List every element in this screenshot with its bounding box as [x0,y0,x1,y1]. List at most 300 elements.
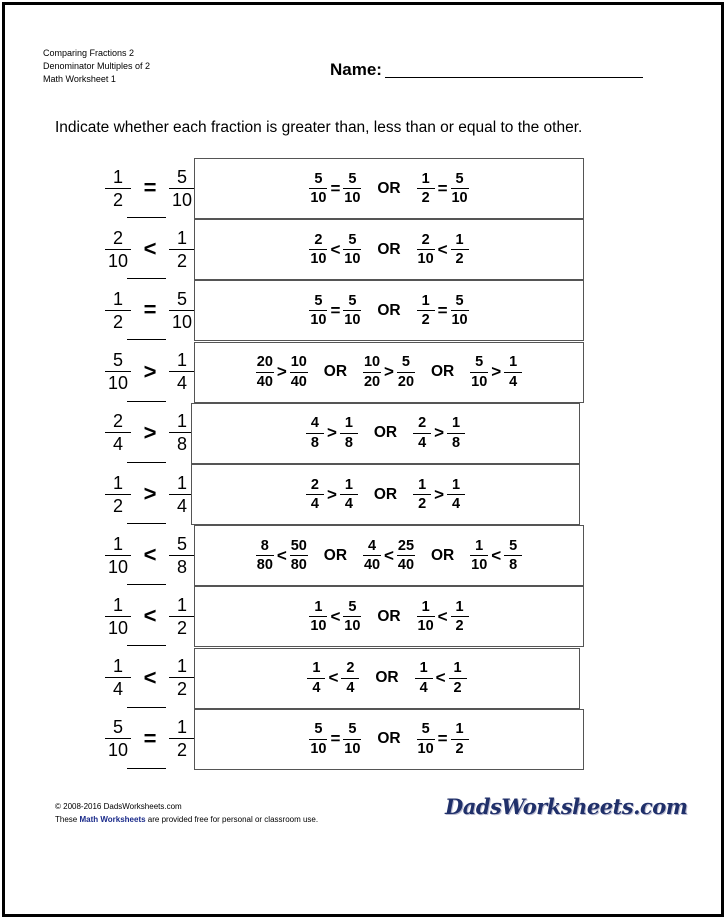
answer-fraction-right [341,172,363,206]
answer-fraction-left-bar [415,678,433,679]
problem-fraction-right-bar [169,310,195,311]
answer-fraction-left-numerator: 1 [421,598,430,615]
or-label: OR [430,363,455,381]
problem-fraction-left-denominator: 10 [107,250,129,271]
answer-fraction-right [449,600,471,634]
answer-fraction-left-numerator: 2 [418,415,427,432]
problem-fraction-right [169,229,195,270]
problem-fraction-left [105,351,131,392]
answer-fraction-right [338,478,360,512]
answer-fraction-right-bar [397,372,415,373]
answer-symbol: < [437,239,448,259]
answer-fraction-left-numerator: 5 [314,721,323,738]
comparison-symbol: > [143,481,157,506]
answer-symbol: > [434,484,445,504]
answer-fraction-right-bar [343,616,361,617]
answer-line[interactable] [127,462,166,463]
comparison-symbol: = [143,725,157,751]
answer-fraction-right-bar [451,188,469,189]
answer-fraction-right-bar [340,433,358,434]
meta-worksheet-number: Math Worksheet 1 [43,74,116,84]
answer-symbol: = [437,300,448,320]
answer-fraction-right-numerator: 25 [397,537,415,554]
problem-fraction-left-bar [105,249,131,250]
or-label: OR [375,669,399,687]
problem-fraction-right-denominator: 2 [176,740,187,761]
answer-fraction-right-bar [451,249,469,250]
answer-symbol: < [435,668,446,688]
answer-fraction-left [305,661,327,695]
answer-line[interactable] [127,645,166,646]
answer-fraction-right-denominator: 40 [397,557,415,574]
problem-fraction-left-bar [105,616,131,617]
answer-fraction-left [307,600,329,634]
problem-fraction-left [105,596,131,637]
answer-fraction-left-numerator: 5 [475,354,484,371]
answer-symbol: > [326,423,337,443]
answer-fraction-right [449,233,471,267]
answer-fraction-left-bar [417,310,435,311]
answer-fraction-left-denominator: 10 [310,312,327,329]
problem-row [5,648,727,709]
problem [105,527,195,583]
answer-box [194,219,584,280]
answer-fraction-left-bar [309,249,327,250]
footer-note [55,813,318,826]
problem [105,405,195,461]
problem-fraction-left-denominator: 4 [112,679,123,700]
answer-fraction-right-numerator: 1 [509,354,518,371]
dadsworksheets-logo: DadsWorksheets.com [445,794,688,819]
answer-fraction-right-bar [290,372,308,373]
answer-line[interactable] [127,401,166,402]
comparison-symbol: < [143,542,157,568]
answer-fraction-left-denominator: 10 [417,740,434,757]
answer-fraction-left-numerator: 1 [314,598,323,615]
answer-fraction-left [411,478,433,512]
problem-fraction-left-numerator: 5 [112,350,123,371]
problem-fraction-right [169,290,195,331]
answer-symbol: > [326,484,337,504]
problem-fraction-right-numerator: 5 [176,166,187,187]
or-label: OR [430,546,455,564]
problem-fraction-left-numerator: 1 [112,533,123,554]
answer-fraction-right-denominator: 10 [451,190,468,206]
answer-fraction-right [341,233,363,267]
answer-line[interactable] [127,523,166,524]
problem-fraction-right-numerator: 1 [176,594,187,615]
answer-fraction-right [341,722,363,756]
or-label: OR [377,179,401,197]
answer-fraction-left-bar [413,433,431,434]
problem [105,650,195,706]
answer-fraction-right-numerator: 1 [453,660,462,677]
problem-row [5,586,727,647]
problem-fraction-left-denominator: 10 [107,617,129,638]
answer-fraction-left-denominator: 10 [417,618,434,635]
problem-fraction-left [105,290,131,331]
answer-fraction-left-bar [417,616,435,617]
problem-fraction-left-bar [105,310,131,311]
answer-fraction-left-denominator: 8 [310,434,319,451]
problem-fraction-right-numerator: 1 [176,472,187,493]
answer-box [191,403,580,464]
answer-fraction-left-bar [256,555,274,556]
instructions: Indicate whether each fraction is greater than, less than or equal to the other. [55,119,583,136]
answer-fraction-right [449,294,471,328]
answer-fraction-left-numerator: 2 [310,476,319,493]
answer-fraction-right-denominator: 4 [344,496,353,512]
answer-fraction-left [411,416,433,450]
answer-fraction-left-numerator: 4 [367,537,377,554]
answer-symbol: < [276,545,287,565]
footer-note-suffix: are provided free for personal or classroom use. [147,815,319,824]
problem-fraction-right-denominator: 10 [171,311,193,332]
or-label: OR [377,607,401,625]
answer-box [191,464,580,525]
answer-fraction-left [254,539,276,573]
answer-fraction-right-denominator: 80 [290,557,307,574]
answer-fraction-left [361,355,383,389]
answer-fraction-right-numerator: 10 [290,354,307,371]
answer-fraction-right-denominator: 4 [346,679,355,696]
answer-fraction-right [338,416,360,450]
answer-symbol: < [330,239,341,259]
problem-fraction-left-bar [105,494,131,495]
problem-fraction-left-bar [105,677,131,678]
answer-fraction-left-denominator: 4 [310,496,319,512]
problem-fraction-right-bar [169,738,195,739]
problem-row [5,219,727,280]
answer-fraction-right [502,355,524,389]
problem-fraction-right-numerator: 1 [176,227,187,248]
answer-fraction-right [445,416,467,450]
comparison-symbol: < [143,603,157,629]
answer-fraction-left-bar [256,372,274,373]
answer-fraction-right [341,294,363,328]
answer-fraction-right-bar [343,739,361,740]
answer-fraction-left [415,600,437,634]
problem [105,344,195,400]
problem-fraction-right-numerator: 1 [176,350,187,371]
problem-fraction-right-denominator: 8 [176,556,187,577]
worksheet-meta [43,47,150,86]
answer-fraction-right-denominator: 10 [344,251,361,268]
answer-symbol: = [437,178,448,198]
problem-fraction-left [105,657,131,698]
problem-fraction-left-numerator: 2 [112,227,123,248]
or-label: OR [373,485,398,503]
answer-line[interactable] [127,768,166,769]
footer-note-prefix: These [55,815,78,824]
answer-fraction-right-numerator: 1 [344,415,353,432]
answer-fraction-right-numerator: 1 [452,415,461,432]
or-label: OR [323,546,348,564]
answer-fraction-right-bar [340,494,358,495]
problem-row [5,158,727,219]
answer-box [194,158,584,219]
problem-fraction-right [169,168,195,209]
problem-fraction-left [105,168,131,209]
answer-fraction-right [395,355,417,389]
comparison-symbol: < [143,664,157,690]
answer-fraction-right [502,539,524,573]
answer-symbol: > [276,362,287,382]
answer-fraction-left-bar [363,372,381,373]
or-label: OR [323,363,348,381]
answer-fraction-right-denominator: 40 [290,373,307,390]
answer-fraction-left [307,172,329,206]
answer-fraction-left-bar [417,188,435,189]
problem-fraction-left-bar [105,432,131,433]
answer-symbol: < [328,668,339,688]
meta-title: Comparing Fractions 2 [43,48,135,58]
answer-fraction-left-denominator: 10 [310,618,327,635]
name-label: Name: [330,60,382,79]
problem [105,466,195,522]
answer-fraction-left [307,233,329,267]
answer-fraction-right [445,478,467,512]
answer-fraction-right-numerator: 1 [455,231,464,248]
answer-fraction-left-denominator: 10 [310,740,327,757]
comparison-symbol: > [143,358,157,384]
answer-fraction-right [449,722,471,756]
answer-fraction-left-bar [470,372,488,373]
answer-fraction-left-numerator: 2 [314,231,323,248]
answer-fraction-right-numerator: 1 [455,598,464,615]
answer-fraction-left [413,661,435,695]
answer-fraction-left-denominator: 10 [310,251,327,268]
problem-fraction-right-denominator: 2 [176,250,187,271]
answer-fraction-right-denominator: 2 [455,740,464,757]
answer-fraction-left-denominator: 10 [417,251,434,268]
problem-fraction-right [169,351,195,392]
answer-fraction-left-denominator: 40 [363,557,381,574]
answer-fraction-right-bar [451,616,469,617]
answer-fraction-right-numerator: 5 [348,292,357,309]
problem-fraction-left-numerator: 2 [112,411,123,432]
answer-symbol: < [491,545,502,565]
answer-fraction-right-denominator: 4 [452,496,461,512]
answer-fraction-left-bar [417,739,435,740]
problem-fraction-left [105,229,131,270]
answer-line[interactable] [127,707,166,708]
answer-fraction-right-bar [504,372,522,373]
answer-fraction-left-bar [363,555,381,556]
answer-fraction-left-bar [306,494,324,495]
answer-line[interactable] [127,278,166,279]
answer-fraction-right-bar [449,678,467,679]
answer-fraction-left-denominator: 10 [310,190,327,206]
answer-fraction-right-denominator: 2 [455,251,464,268]
problem-fraction-left-bar [105,555,131,556]
answer-symbol: = [437,729,448,749]
answer-fraction-right-bar [397,555,415,556]
problem-fraction-right-bar [169,555,195,556]
answer-fraction-right-denominator: 8 [344,434,353,451]
problem-fraction-right [169,657,195,698]
answer-fraction-right-denominator: 2 [453,679,462,696]
problem-fraction-left-denominator: 2 [112,311,123,332]
problem-fraction-left-bar [105,738,131,739]
problem-fraction-left-denominator: 2 [112,189,123,210]
answer-symbol: > [384,362,394,382]
problem-fraction-left [105,535,131,576]
problem-fraction-right [169,596,195,637]
answer-fraction-left-bar [306,433,324,434]
problem-fraction-left [105,718,131,759]
or-label: OR [377,240,401,258]
problem-fraction-right-denominator: 8 [176,434,187,455]
answer-fraction-right-bar [447,494,465,495]
problem-fraction-right-bar [169,188,195,189]
answer-box [194,525,584,586]
answer-symbol: < [330,606,341,626]
answer-fraction-right-denominator: 10 [344,190,361,206]
answer-fraction-left [361,539,383,573]
problem-fraction-left-bar [105,188,131,189]
math-worksheets-link[interactable]: Math Worksheets [79,815,146,824]
problem-fraction-left-numerator: 1 [112,594,123,615]
problem-fraction-left-denominator: 10 [107,556,129,577]
problem-fraction-left-numerator: 1 [112,472,123,493]
answer-fraction-left-numerator: 1 [312,660,321,677]
problem-fraction-left-denominator: 10 [107,373,129,394]
answer-fraction-right-denominator: 10 [451,312,468,329]
comparison-symbol: > [143,419,157,445]
answer-symbol: > [491,362,502,382]
comparison-symbol: < [143,236,157,262]
answer-fraction-left-numerator: 8 [260,537,269,554]
answer-fraction-right-bar [341,678,359,679]
answer-fraction-left-bar [309,188,327,189]
answer-fraction-left-numerator: 2 [421,231,430,248]
problem-fraction-right-numerator: 5 [176,533,187,554]
problem-fraction-left-numerator: 1 [112,288,123,309]
problem-row [5,403,727,464]
footer [55,800,318,826]
answer-fraction-left-denominator: 4 [418,434,427,451]
problem [105,221,195,277]
answer-fraction-left-numerator: 1 [421,292,430,309]
problem-fraction-right-bar [169,616,195,617]
answer-fraction-right-numerator: 5 [348,598,357,615]
answer-symbol: < [384,545,394,565]
answer-fraction-left-denominator: 20 [363,373,381,390]
problem-row [5,342,727,403]
name-line[interactable] [385,77,643,78]
answer-fraction-left [304,478,326,512]
answer-symbol: > [434,423,445,443]
answer-fraction-right-numerator: 5 [401,354,410,371]
answer-fraction-left-denominator: 10 [471,373,488,390]
answer-fraction-left [304,416,326,450]
answer-fraction-left-denominator: 2 [421,190,430,206]
problem-fraction-left-numerator: 1 [112,656,123,677]
answer-fraction-right-denominator: 4 [509,373,518,390]
answer-line[interactable] [127,217,166,218]
or-label: OR [377,730,401,748]
answer-fraction-left-denominator: 2 [421,312,430,329]
answer-fraction-left-numerator: 20 [256,354,273,371]
answer-fraction-right [447,661,469,695]
answer-fraction-right-bar [290,555,308,556]
answer-symbol: = [330,178,341,198]
problem [105,160,195,216]
answer-fraction-left [468,355,490,389]
answer-fraction-left-bar [417,249,435,250]
answer-fraction-right-bar [451,310,469,311]
problem-row [5,709,727,770]
problem-row [5,280,727,341]
answer-fraction-right-bar [504,555,522,556]
problem-fraction-right-denominator: 4 [176,373,187,394]
answer-symbol: < [437,606,448,626]
problem-fraction-left-denominator: 10 [107,740,129,761]
answer-fraction-right-denominator: 8 [452,434,461,451]
problem-fraction-right-bar [169,677,195,678]
answer-fraction-right-denominator: 10 [344,618,361,635]
answer-fraction-left-numerator: 1 [419,660,428,677]
answer-fraction-left-bar [309,616,327,617]
answer-fraction-left [415,722,437,756]
answer-box [194,342,584,403]
answer-fraction-right-numerator: 5 [455,292,464,309]
problem-fraction-right [169,535,195,576]
problem [105,282,195,338]
answer-fraction-right-numerator: 5 [509,537,518,554]
problem-fraction-right-bar [169,371,195,372]
answer-fraction-right-bar [343,310,361,311]
answer-fraction-right-numerator: 2 [346,660,355,677]
answer-fraction-left-numerator: 5 [314,292,323,309]
answer-fraction-right-bar [343,249,361,250]
answer-fraction-left-denominator: 4 [419,679,428,696]
answer-fraction-right-bar [451,739,469,740]
answer-line[interactable] [127,584,166,585]
answer-box [194,709,584,770]
answer-fraction-left-numerator: 1 [421,170,430,187]
problem-fraction-right-denominator: 4 [176,495,187,516]
answer-fraction-right-numerator: 5 [348,231,357,248]
answer-fraction-right-numerator: 5 [348,721,357,738]
answer-fraction-right-numerator: 50 [290,537,307,554]
problem-fraction-left-denominator: 4 [112,434,123,455]
answer-fraction-left-bar [470,555,488,556]
comparison-symbol: = [143,297,157,323]
problem-fraction-right-numerator: 5 [176,288,187,309]
answer-fraction-right-bar [343,188,361,189]
answer-fraction-right [339,661,361,695]
answer-fraction-right [341,600,363,634]
answer-fraction-right-numerator: 1 [344,476,353,493]
answer-box [194,648,580,709]
meta-subtitle: Denominator Multiples of 2 [43,61,151,71]
answer-fraction-right-numerator: 5 [348,170,357,187]
answer-fraction-left [415,172,437,206]
answer-fraction-left [254,355,276,389]
answer-fraction-right-denominator: 20 [397,373,415,390]
answer-line[interactable] [127,339,166,340]
problem-fraction-left-numerator: 1 [112,166,123,187]
answer-symbol: = [330,300,341,320]
problem-fraction-right-numerator: 1 [176,717,187,738]
answer-fraction-left-denominator: 80 [256,557,273,574]
answer-fraction-left [307,722,329,756]
answer-fraction-left-denominator: 10 [471,557,488,574]
answer-symbol: = [330,729,341,749]
answer-fraction-left-numerator: 1 [475,537,484,554]
